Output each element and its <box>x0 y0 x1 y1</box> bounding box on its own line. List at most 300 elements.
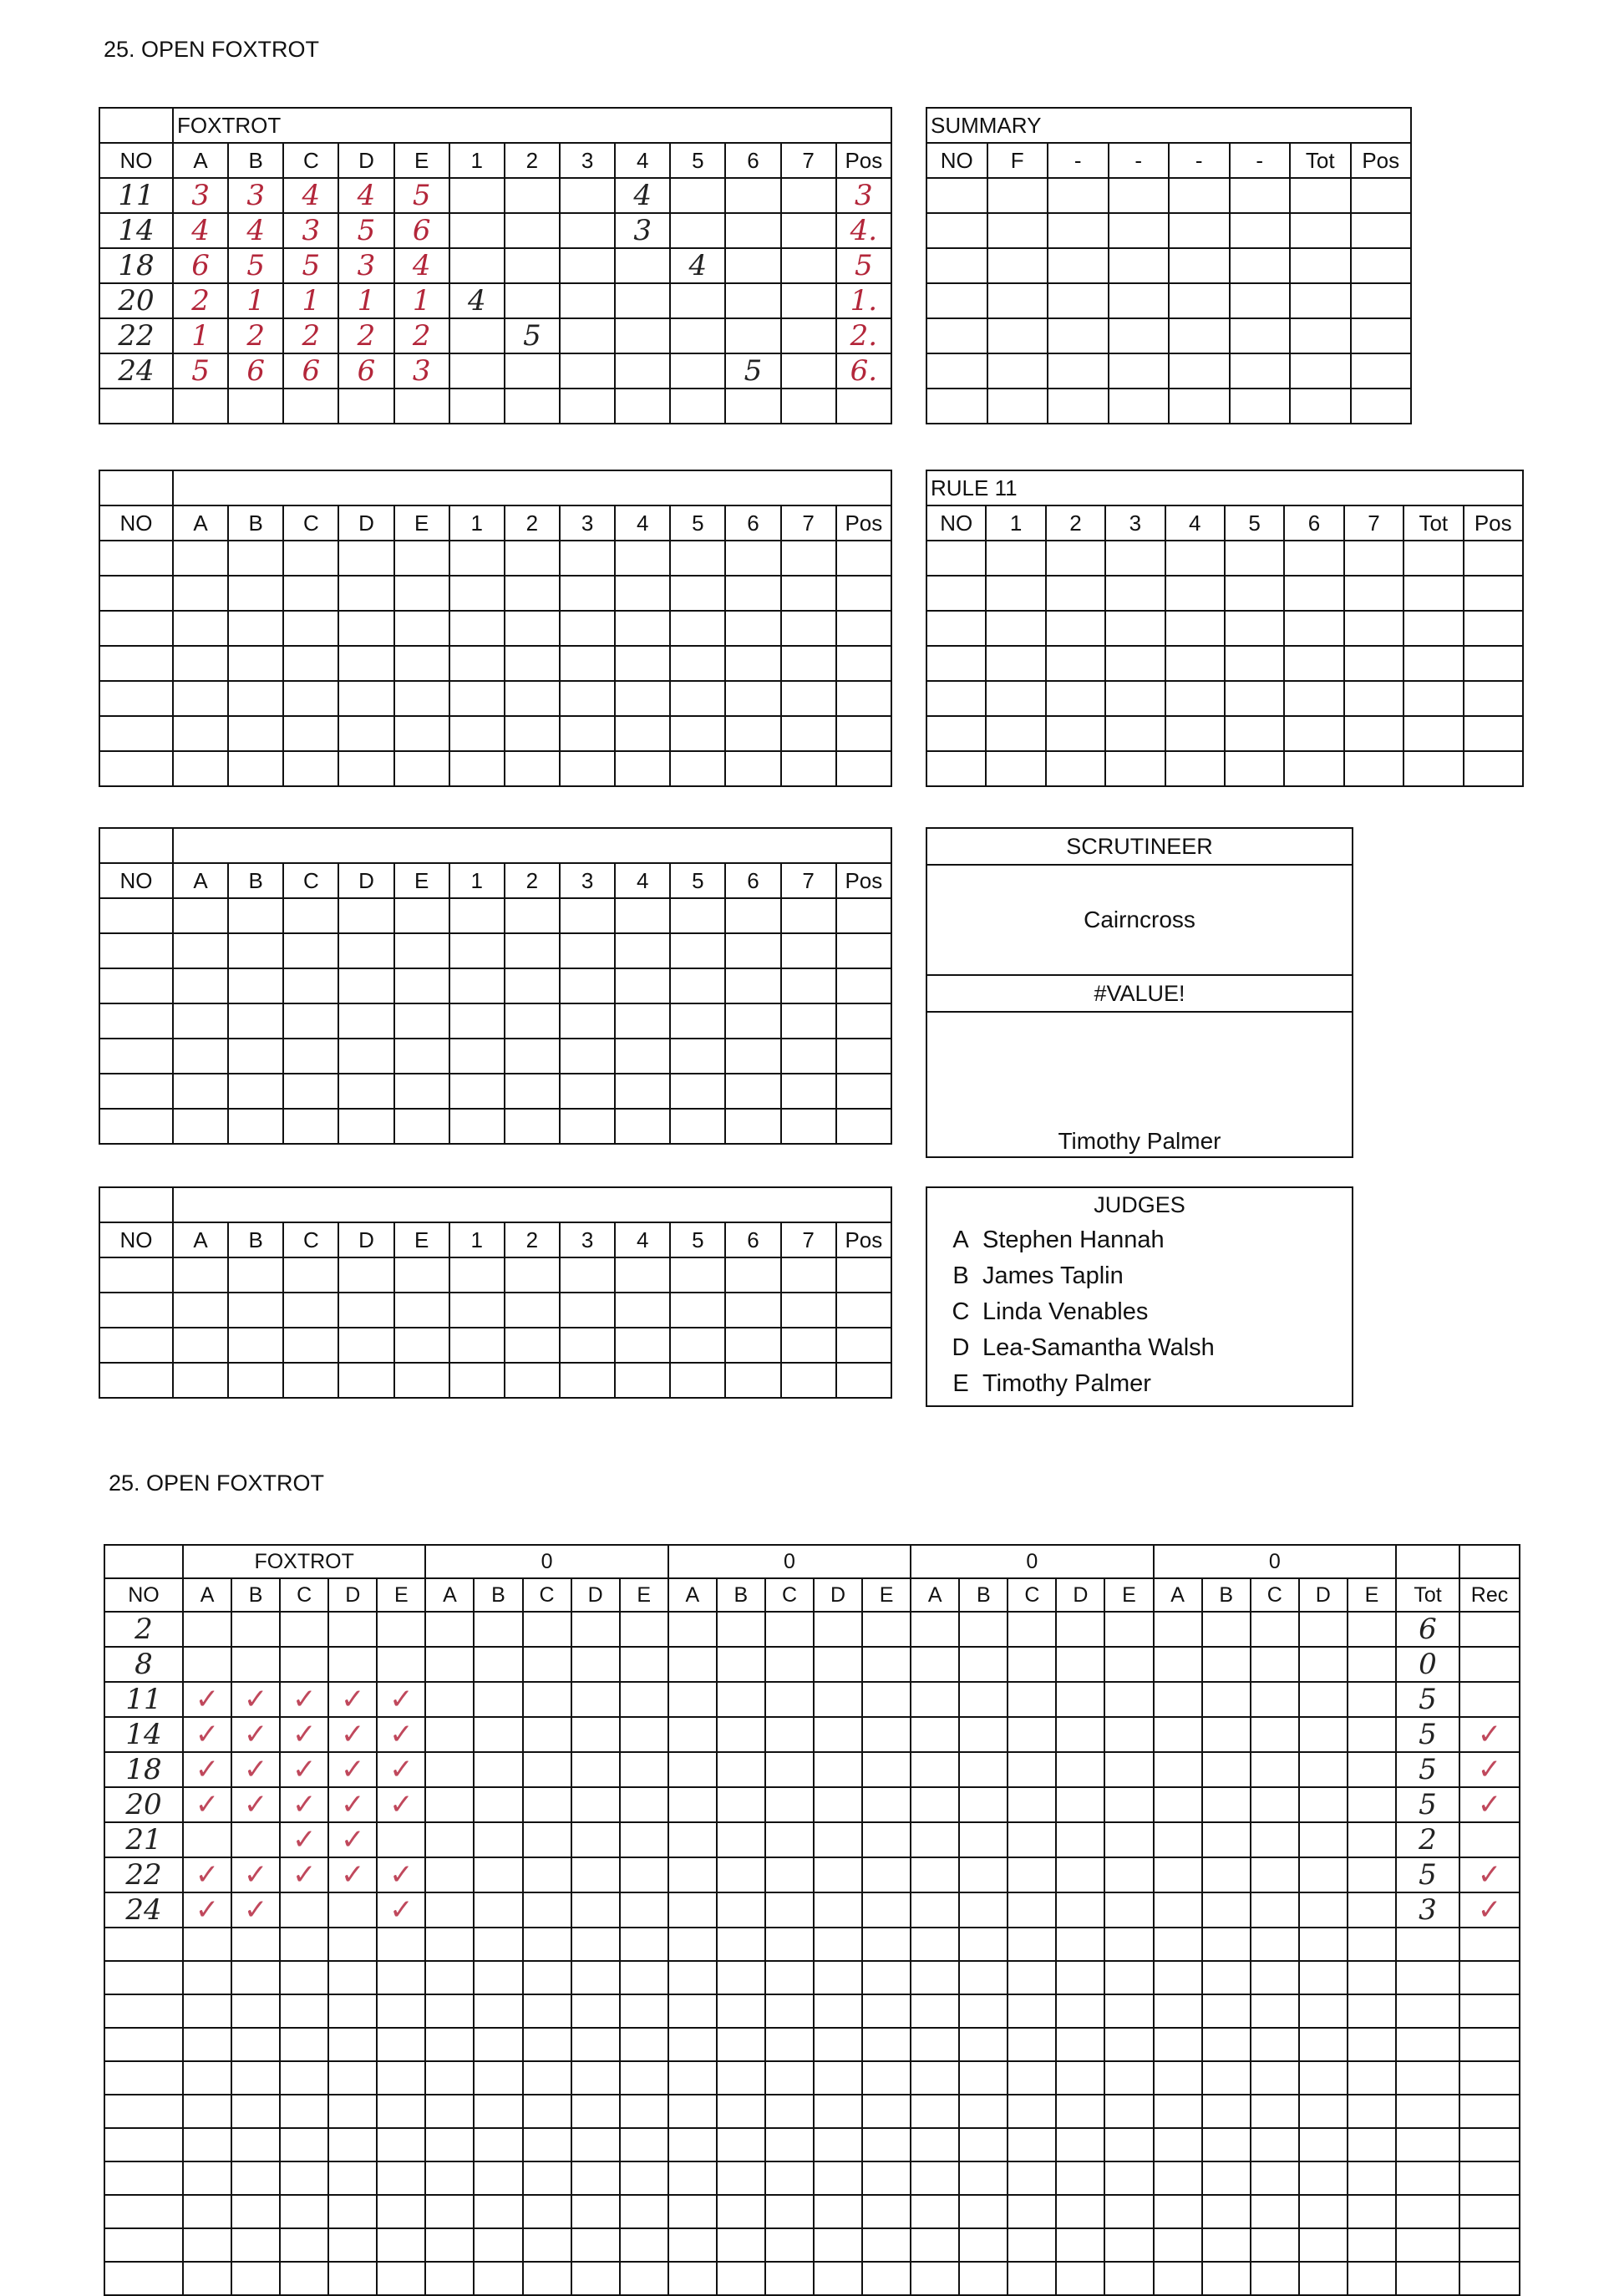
column-header: C <box>283 143 338 178</box>
empty-cell <box>725 1109 780 1144</box>
recall-mark <box>1251 1612 1299 1647</box>
recall-mark <box>231 1647 280 1682</box>
column-header: 2 <box>505 1222 560 1257</box>
empty-cell <box>836 681 891 716</box>
total-text: 6 <box>1419 1613 1437 1646</box>
empty-cell <box>670 1363 725 1398</box>
empty-cell <box>1351 248 1412 283</box>
total <box>1396 1717 1459 1752</box>
empty-cell <box>1104 1994 1153 2028</box>
empty-cell <box>474 1961 522 1994</box>
recall-mark <box>328 1717 377 1752</box>
couple-number <box>99 248 173 283</box>
empty-cell <box>173 1074 228 1109</box>
recall-mark <box>814 1717 862 1752</box>
empty-cell <box>505 1074 560 1109</box>
judge-mark <box>283 318 338 353</box>
scrutineer-box <box>926 827 1353 1158</box>
empty-cell <box>1109 283 1170 318</box>
empty-cell <box>1251 2228 1299 2262</box>
column-header: - <box>1109 143 1170 178</box>
empty-cell <box>1165 716 1225 751</box>
marks-table-4 <box>99 1186 892 1399</box>
couple-number <box>99 178 173 213</box>
empty-cell <box>449 681 505 716</box>
couple-number <box>104 1612 183 1647</box>
empty-cell <box>725 611 780 646</box>
judge-entry <box>939 1298 1148 1326</box>
summary-title: SUMMARY <box>926 108 1411 143</box>
empty-cell <box>1105 716 1165 751</box>
empty-cell <box>1104 1961 1153 1994</box>
empty-cell <box>1404 751 1463 786</box>
empty-cell <box>959 2195 1008 2228</box>
empty-cell <box>836 1257 891 1293</box>
empty-cell <box>173 611 228 646</box>
tick-icon: ✓ <box>341 1788 365 1821</box>
empty-cell <box>425 1928 474 1961</box>
empty-cell <box>99 1328 173 1363</box>
empty-cell <box>1202 2228 1251 2262</box>
empty-cell <box>449 576 505 611</box>
empty-cell <box>1202 2095 1251 2128</box>
column-header: Pos <box>836 1222 891 1257</box>
empty-cell <box>959 2161 1008 2195</box>
recall-mark <box>571 1682 620 1717</box>
header-row <box>99 505 891 541</box>
column-header: 7 <box>781 505 836 541</box>
tick-icon: ✓ <box>341 1858 365 1892</box>
empty-cell <box>1169 353 1230 389</box>
empty-cell <box>449 933 505 968</box>
empty-cell <box>1290 248 1351 283</box>
empty-cell <box>1230 283 1291 318</box>
empty-cell <box>1008 2061 1056 2095</box>
empty-cell <box>620 1961 668 1994</box>
empty-cell <box>1299 2095 1348 2128</box>
empty-cell <box>765 1961 814 1994</box>
empty-cell <box>571 2195 620 2228</box>
empty-cell <box>1169 178 1230 213</box>
empty-cell <box>228 716 283 751</box>
column-header: C <box>283 1222 338 1257</box>
empty-cell <box>814 2228 862 2262</box>
empty-cell <box>668 1994 717 2028</box>
judge-letter-header: B <box>1202 1578 1251 1612</box>
couple-number <box>99 283 173 318</box>
recall-mark <box>1202 1787 1251 1822</box>
empty-cell <box>1046 751 1105 786</box>
recall-flag <box>1459 1647 1520 1682</box>
empty-cell <box>670 1293 725 1328</box>
recall-row <box>104 1682 1520 1717</box>
place-count <box>505 178 560 213</box>
judge-mark-text: 3 <box>302 214 321 247</box>
place-count <box>615 178 670 213</box>
column-header: 7 <box>781 143 836 178</box>
empty-cell <box>173 1293 228 1328</box>
empty-cell <box>1348 2128 1396 2161</box>
empty-cell <box>1464 751 1523 786</box>
empty-cell <box>474 2195 522 2228</box>
judge-mark-text: 1 <box>246 284 266 317</box>
couple-number-text: 11 <box>118 179 155 212</box>
empty-cell <box>1344 541 1404 576</box>
empty-cell <box>670 1328 725 1363</box>
empty-cell <box>394 681 449 716</box>
empty-cell <box>425 1961 474 1994</box>
empty-cell <box>99 611 173 646</box>
empty-cell <box>280 1994 328 2028</box>
judge-mark-text: 5 <box>302 249 321 282</box>
recall-mark <box>280 1892 328 1928</box>
empty-cell <box>781 646 836 681</box>
place-count-text: 4 <box>688 249 708 282</box>
scrutineer-signature-name: Timothy Palmer <box>1058 1128 1221 1154</box>
empty-cell <box>781 1003 836 1039</box>
empty-cell <box>505 1363 560 1398</box>
empty-cell <box>1404 681 1463 716</box>
empty-cell <box>615 1109 670 1144</box>
empty-cell <box>283 933 338 968</box>
recall-mark <box>474 1682 522 1717</box>
empty-cell <box>836 389 891 424</box>
empty-cell <box>836 1293 891 1328</box>
recall-mark <box>231 1857 280 1892</box>
empty-cell <box>394 1039 449 1074</box>
empty-cell <box>338 1074 393 1109</box>
recall-mark <box>1056 1752 1104 1787</box>
couple-number <box>104 1822 183 1857</box>
recall-mark <box>1154 1892 1202 1928</box>
no-header: NO <box>104 1578 183 1612</box>
empty-cell <box>99 646 173 681</box>
recall-mark <box>1154 1717 1202 1752</box>
couple-row <box>99 178 891 213</box>
empty-cell <box>1105 646 1165 681</box>
empty-cell <box>280 2128 328 2161</box>
empty-cell <box>1008 2128 1056 2161</box>
recall-mark <box>280 1822 328 1857</box>
empty-cell <box>1464 646 1523 681</box>
empty-cell <box>670 1074 725 1109</box>
empty-cell <box>615 1293 670 1328</box>
empty-cell <box>1251 2061 1299 2095</box>
position-text: 4. <box>850 214 878 247</box>
empty-cell <box>668 2228 717 2262</box>
empty-cell <box>1046 716 1105 751</box>
empty-cell <box>523 2095 571 2128</box>
recall-mark <box>1056 1612 1104 1647</box>
position <box>836 213 891 248</box>
recall-mark <box>328 1787 377 1822</box>
empty-cell <box>717 2161 765 2195</box>
empty-cell <box>1404 716 1463 751</box>
empty-cell <box>560 1257 615 1293</box>
recall-mark <box>1154 1612 1202 1647</box>
empty-cell <box>986 541 1045 576</box>
empty-cell <box>1109 248 1170 283</box>
recall-mark <box>328 1647 377 1682</box>
empty-cell <box>668 2262 717 2295</box>
empty-cell <box>104 2195 183 2228</box>
empty-cell <box>1154 1961 1202 1994</box>
empty-cell <box>1284 611 1343 646</box>
place-count <box>449 248 505 283</box>
empty-cell <box>1154 2195 1202 2228</box>
empty-cell <box>1344 576 1404 611</box>
dance-title <box>173 828 891 863</box>
empty-cell <box>474 1994 522 2028</box>
empty-cell <box>173 968 228 1003</box>
empty-cell <box>1404 576 1463 611</box>
title-row <box>99 470 891 505</box>
empty-cell <box>394 576 449 611</box>
empty-cell <box>560 1328 615 1363</box>
empty-cell <box>377 2095 425 2128</box>
empty-cell <box>104 1928 183 1961</box>
empty-cell <box>1225 576 1284 611</box>
empty-cell <box>959 2228 1008 2262</box>
recall-mark <box>1251 1787 1299 1822</box>
empty-cell <box>283 1039 338 1074</box>
tick-icon: ✓ <box>389 1683 414 1716</box>
recall-mark <box>377 1752 425 1787</box>
empty-cell <box>1251 2262 1299 2295</box>
judge-mark-text: 5 <box>412 179 431 212</box>
empty-cell <box>99 1293 173 1328</box>
empty-cell <box>338 1109 393 1144</box>
tick-icon: ✓ <box>389 1893 414 1927</box>
empty-cell <box>911 1994 959 2028</box>
empty-cell <box>1344 716 1404 751</box>
recall-mark <box>1299 1752 1348 1787</box>
position <box>836 248 891 283</box>
recall-mark <box>425 1647 474 1682</box>
recall-mark <box>668 1822 717 1857</box>
recall-mark <box>523 1717 571 1752</box>
empty-cell <box>1104 2228 1153 2262</box>
empty-cell <box>99 716 173 751</box>
recall-flag <box>1459 1682 1520 1717</box>
total <box>1396 1682 1459 1717</box>
couple-row <box>99 1257 891 1293</box>
recall-mark <box>523 1647 571 1682</box>
recall-mark <box>280 1647 328 1682</box>
column-header: D <box>338 143 393 178</box>
empty-cell <box>1230 248 1291 283</box>
tick-icon: ✓ <box>292 1753 317 1786</box>
empty-cell <box>449 1257 505 1293</box>
empty-cell <box>1104 2128 1153 2161</box>
empty-cell <box>523 2262 571 2295</box>
total-text: 5 <box>1419 1753 1437 1786</box>
empty-cell <box>725 1074 780 1109</box>
empty-cell <box>1351 318 1412 353</box>
empty-cell <box>560 933 615 968</box>
recall-mark <box>717 1752 765 1787</box>
recall-mark <box>1008 1647 1056 1682</box>
column-header: 6 <box>1284 505 1343 541</box>
empty-cell <box>228 611 283 646</box>
empty-cell <box>449 1039 505 1074</box>
recall-mark <box>523 1787 571 1822</box>
judge-mark <box>228 353 283 389</box>
marks-table-2 <box>99 470 892 787</box>
empty-cell <box>338 1039 393 1074</box>
recall-mark <box>620 1822 668 1857</box>
empty-cell <box>717 2262 765 2295</box>
recall-mark <box>814 1857 862 1892</box>
empty-cell <box>104 1994 183 2028</box>
recall-mark <box>523 1752 571 1787</box>
empty-cell <box>1154 2262 1202 2295</box>
couple-row <box>99 646 891 681</box>
couple-row <box>99 1293 891 1328</box>
empty-cell <box>862 1961 911 1994</box>
recall-mark <box>765 1682 814 1717</box>
empty-cell <box>338 541 393 576</box>
couple-row <box>99 611 891 646</box>
empty-cell <box>571 2262 620 2295</box>
empty-cell <box>231 1961 280 1994</box>
judge-mark-text: 2 <box>191 284 210 317</box>
empty-cell <box>620 1928 668 1961</box>
empty-cell <box>615 1363 670 1398</box>
recall-mark <box>1202 1647 1251 1682</box>
couple-number <box>104 1647 183 1682</box>
empty-cell <box>781 576 836 611</box>
judge-mark <box>283 283 338 318</box>
couple-number-text: 14 <box>118 214 155 247</box>
judges-title: JUDGES <box>1094 1192 1185 1217</box>
empty-cell <box>1165 681 1225 716</box>
empty-cell <box>280 1961 328 1994</box>
judge-letter-header: D <box>1056 1578 1104 1612</box>
corner-cell <box>99 1187 173 1222</box>
empty-cell <box>1165 646 1225 681</box>
couple-row <box>99 318 891 353</box>
empty-cell <box>183 2228 231 2262</box>
empty-cell <box>228 1003 283 1039</box>
recall-mark <box>765 1892 814 1928</box>
empty-cell <box>228 1293 283 1328</box>
empty-cell <box>228 646 283 681</box>
empty-cell <box>1464 541 1523 576</box>
recall-mark <box>959 1612 1008 1647</box>
recall-mark <box>425 1822 474 1857</box>
column-header: NO <box>926 143 987 178</box>
empty-cell <box>228 1363 283 1398</box>
empty-cell <box>228 681 283 716</box>
couple-number-text: 22 <box>125 1858 162 1892</box>
judge-mark-text: 2 <box>357 319 376 353</box>
recall-table <box>104 1544 1520 2296</box>
empty-cell <box>1230 389 1291 424</box>
judge-letter-header: E <box>862 1578 911 1612</box>
tick-icon: ✓ <box>292 1858 317 1892</box>
recall-mark <box>280 1752 328 1787</box>
recall-mark <box>765 1822 814 1857</box>
empty-cell <box>571 2128 620 2161</box>
position <box>836 353 891 389</box>
empty-cell <box>959 1961 1008 1994</box>
empty-cell <box>1251 2128 1299 2161</box>
empty-cell <box>523 2128 571 2161</box>
judge-letter: A <box>952 1227 969 1253</box>
empty-cell <box>1165 751 1225 786</box>
empty-cell <box>987 353 1048 389</box>
empty-cell <box>1459 1928 1520 1961</box>
empty-cell <box>1104 2161 1153 2195</box>
empty-cell <box>183 2195 231 2228</box>
empty-cell <box>717 1994 765 2028</box>
judge-mark <box>173 283 228 318</box>
couple-row <box>99 1109 891 1144</box>
empty-cell <box>394 933 449 968</box>
empty-cell <box>615 646 670 681</box>
empty-cell <box>1299 2128 1348 2161</box>
empty-cell <box>99 1363 173 1398</box>
judge-mark-text: 1 <box>357 284 376 317</box>
empty-cell <box>394 646 449 681</box>
empty-cell <box>1351 178 1412 213</box>
recall-mark <box>1348 1647 1396 1682</box>
empty-cell <box>449 968 505 1003</box>
column-header: E <box>394 143 449 178</box>
judge-letter-header: A <box>668 1578 717 1612</box>
couple-number-text: 21 <box>125 1823 162 1857</box>
empty-cell <box>926 716 986 751</box>
empty-cell <box>173 1003 228 1039</box>
couple-row <box>99 1328 891 1363</box>
empty-cell <box>560 1293 615 1328</box>
empty-cell <box>571 2161 620 2195</box>
empty-cell <box>959 2061 1008 2095</box>
empty-cell <box>620 2061 668 2095</box>
empty-cell <box>1154 2128 1202 2161</box>
couple-row <box>99 681 891 716</box>
empty-cell <box>1348 1928 1396 1961</box>
recall-mark <box>1299 1822 1348 1857</box>
empty-cell <box>1056 2262 1104 2295</box>
recall-mark <box>862 1822 911 1857</box>
empty-cell <box>523 1961 571 1994</box>
recall-mark <box>1104 1682 1153 1717</box>
empty-cell <box>670 751 725 786</box>
recall-mark <box>717 1682 765 1717</box>
corner-cell <box>99 108 173 143</box>
empty-cell <box>173 1363 228 1398</box>
empty-cell <box>1464 716 1523 751</box>
empty-cell <box>862 2228 911 2262</box>
summary-row <box>926 178 1411 213</box>
couple-number <box>99 353 173 389</box>
tick-icon: ✓ <box>1477 1788 1502 1821</box>
judge-mark-text: 6 <box>357 354 376 388</box>
column-header: D <box>338 1222 393 1257</box>
empty-cell <box>911 2161 959 2195</box>
recall-mark <box>523 1892 571 1928</box>
empty-cell <box>668 2095 717 2128</box>
empty-cell <box>1299 1928 1348 1961</box>
recall-mark <box>571 1647 620 1682</box>
recall-mark <box>1202 1857 1251 1892</box>
empty-cell <box>228 751 283 786</box>
couple-row <box>99 933 891 968</box>
empty-cell <box>615 1003 670 1039</box>
recall-row <box>104 2128 1520 2161</box>
